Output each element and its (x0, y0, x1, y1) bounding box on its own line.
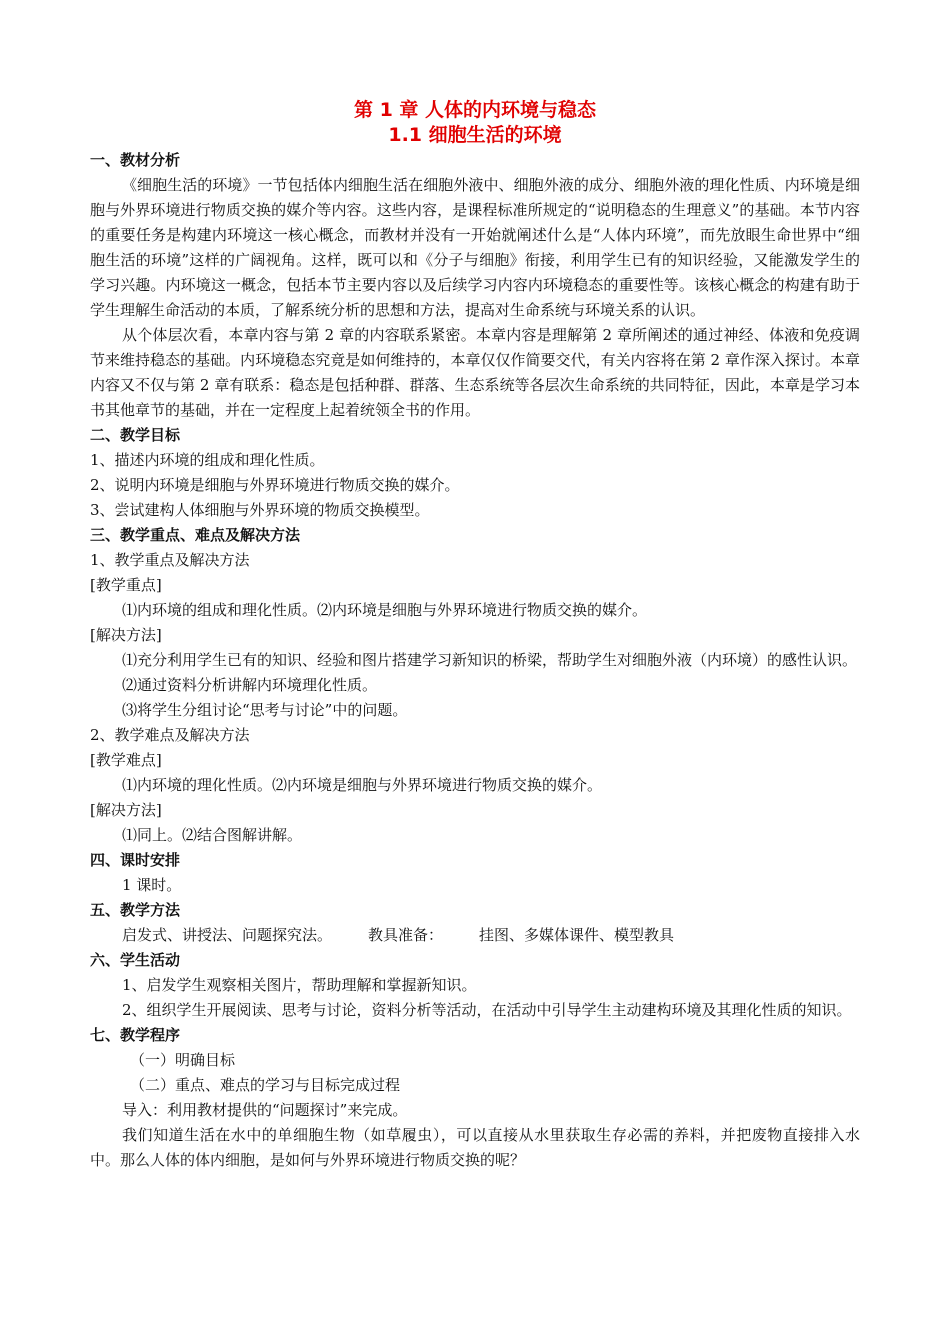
tools-text: 挂图、多媒体课件、模型教具 (479, 926, 675, 944)
procedure-step-2: （二）重点、难点的学习与目标完成过程 (130, 1076, 401, 1094)
label-key-points: [教学重点] (90, 576, 162, 594)
heading-teaching-methods: 五、教学方法 (90, 901, 181, 919)
tools-label: 教具准备： (368, 926, 444, 944)
activity-item-1: 1、启发学生观察相关图片，帮助理解和掌握新知识。 (122, 976, 477, 994)
key-points-text: ⑴内环境的组成和理化性质。⑵内环境是细胞与外界环境进行物质交换的媒介。 (122, 601, 648, 619)
heading-teaching-goals: 二、教学目标 (90, 426, 181, 444)
goal-item-2: 2、说明内环境是细胞与外界环境进行物质交换的媒介。 (90, 476, 460, 494)
procedure-step-1: （一）明确目标 (130, 1051, 236, 1069)
activity-item-2: 2、组织学生开展阅读、思考与讨论，资料分析等活动，在活动中引导学生主动建构环境及其理化性质的知识。 (122, 1001, 852, 1019)
heading-key-points: 三、教学重点、难点及解决方法 (90, 526, 301, 544)
procedure-paragraph: 我们知道生活在水中的单细胞生物（如草履虫），可以直接从水里获取生存必需的养料，并把废物直接排入水中。那么人体的体内细胞，是如何与外界环境进行物质交换的呢？ (90, 1126, 860, 1169)
heading-teaching-procedure: 七、教学程序 (90, 1026, 181, 1044)
heading-schedule: 四、课时安排 (90, 851, 181, 869)
label-solution-method-2: [解决方法] (90, 801, 162, 819)
heading-student-activities: 六、学生活动 (90, 951, 181, 969)
solution-2-text: ⑴同上。⑵结合图解讲解。 (122, 826, 303, 844)
solution-item-3: ⑶将学生分组讨论“思考与讨论”中的问题。 (122, 701, 408, 719)
procedure-intro: 导入：利用教材提供的“问题探讨”来完成。 (122, 1101, 408, 1119)
subheading-difficulty-methods: 2、教学难点及解决方法 (90, 726, 250, 744)
goal-item-1: 1、描述内环境的组成和理化性质。 (90, 451, 325, 469)
subheading-key-methods: 1、教学重点及解决方法 (90, 551, 250, 569)
solution-item-1: ⑴充分利用学生已有的知识、经验和图片搭建学习新知识的桥梁，帮助学生对细胞外液（内环境）的感性认识。 (122, 651, 858, 669)
heading-textbook-analysis: 一、教材分析 (90, 151, 181, 169)
section-title: 1.1 细胞生活的环境 (388, 124, 562, 146)
goal-item-3: 3、尝试建构人体细胞与外界环境的物质交换模型。 (90, 501, 430, 519)
solution-item-2: ⑵通过资料分析讲解内环境理化性质。 (122, 676, 378, 694)
label-difficulty: [教学难点] (90, 751, 162, 769)
methods-text: 启发式、讲授法、问题探究法。 (122, 926, 333, 944)
schedule-text: 1 课时。 (122, 876, 182, 894)
methods-line (90, 923, 860, 948)
chapter-title: 第 1 章 人体的内环境与稳态 (353, 99, 597, 121)
paragraph-analysis-1: 《细胞生活的环境》一节包括体内细胞生活在细胞外液中、细胞外液的成分、细胞外液的理化性质、内环境是细胞与外界环境进行物质交换的媒介等内容。这些内容，是课程标准所规定的“说明稳态的生理意义”的基础。本节内容的重要任务是构建内环境这一核心概念，而教材并没有一开始就阐述什么是“人体内环境”，而先放眼生命世界中“细胞生活的环境”这样的广阔视角。这样，既可以和《分子与细胞》衔接，利用学生已有的知识经验，又能激发学生的学习兴趣。内环境这一概念，包括本节主要内容以及后续学习内容内环境稳态的重要性等。该核心概念的构建有助于学生理解生命活动的本质，了解系统分析的思想和方法，提高对生命系统与环境关系的认识。 (90, 176, 860, 319)
label-solution-method: [解决方法] (90, 626, 162, 644)
paragraph-analysis-2: 从个体层次看，本章内容与第 2 章的内容联系紧密。本章内容是理解第 2 章所阐述的通过神经、体液和免疫调节来维持稳态的基础。内环境稳态究竟是如何维持的，本章仅仅作简要交代，有关内容将在第 2 章作深入探讨。本章内容又不仅与第 2 章有联系：稳态是包括种群、群落、生态系统等各层次生命系统的共同特征，因此，本章是学习本书其他章节的基础，并在一定程度上起着统领全书的作用。 (90, 326, 860, 419)
difficulty-text: ⑴内环境的理化性质。⑵内环境是细胞与外界环境进行物质交换的媒介。 (122, 776, 603, 794)
